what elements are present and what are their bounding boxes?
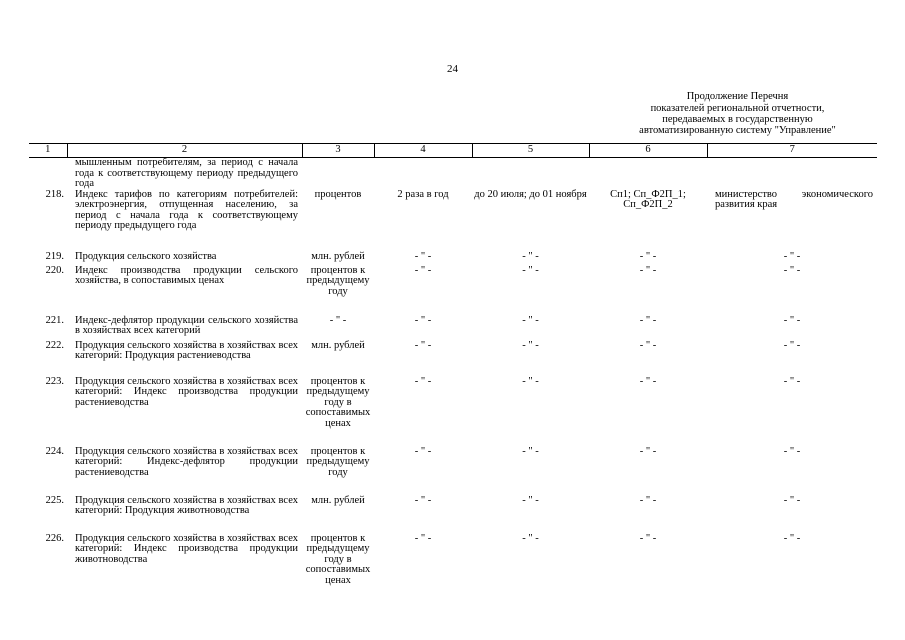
deadline: - " - <box>522 532 539 544</box>
row-number: 221. <box>45 314 64 326</box>
indicators-table <box>29 143 877 586</box>
column-header: 6 <box>589 144 707 158</box>
row-number <box>29 158 67 190</box>
document-heading <box>600 91 875 136</box>
row-number: 220. <box>45 264 64 276</box>
periodicity: - " - <box>414 375 432 387</box>
responsible-body: министерство экономического развития края <box>715 188 873 210</box>
deadline: - " - <box>522 339 539 351</box>
deadline: - " - <box>522 264 539 276</box>
row-number: 219. <box>45 250 64 262</box>
report-form: - " - <box>639 375 657 387</box>
unit-of-measure: процентов <box>314 188 362 200</box>
responsible-body: - " - <box>783 494 801 506</box>
periodicity: - " - <box>414 250 432 262</box>
column-header: 4 <box>374 144 472 158</box>
responsible-body: - " - <box>783 339 801 351</box>
indicator-name: Продукция сельского хозяйства в хозяйствах всех категорий: Индекс-дефлятор продукции растениеводства <box>75 445 298 478</box>
unit-of-measure: млн. рублей <box>311 494 365 506</box>
indicator-name: Индекс-дефлятор продукции сельского хозяйства в хозяйствах всех категорий <box>75 314 298 336</box>
row-number: 226. <box>45 532 64 544</box>
heading-line: автоматизированную систему "Управление" <box>639 125 836 136</box>
column-header: 1 <box>29 144 67 158</box>
table-row <box>29 316 877 341</box>
indicator-name: Индекс производства продукции сельского хозяйства, в сопоставимых ценах <box>75 264 298 286</box>
deadline: до 20 июля; до 01 ноября <box>474 188 587 200</box>
unit-of-measure: процентов к предыдущему году <box>306 445 370 478</box>
table-row <box>29 252 877 266</box>
periodicity: - " - <box>414 264 432 276</box>
report-form: - " - <box>639 314 657 326</box>
periodicity: 2 раза в год <box>397 188 449 200</box>
column-header: 7 <box>707 144 877 158</box>
table-row <box>29 266 877 316</box>
responsible-body: - " - <box>783 250 801 262</box>
page-number: 24 <box>447 63 458 75</box>
report-form: Сп1; Сп_Ф2П_1; Сп_Ф2П_2 <box>610 188 686 210</box>
responsible-body: - " - <box>783 445 801 457</box>
periodicity: - " - <box>414 339 432 351</box>
table-row <box>29 377 877 447</box>
unit-of-measure: млн. рублей <box>311 250 365 262</box>
indicator-name: Индекс тарифов по категориям потребителей: электроэнергия, отпущенная населению, за период с начала года к соответствующему периоду предыдущего года <box>75 188 298 231</box>
table-row <box>29 496 877 534</box>
responsible-body: - " - <box>783 375 801 387</box>
indicator-name: Продукция сельского хозяйства в хозяйствах всех категорий: Индекс производства продукции растениеводства <box>75 375 298 408</box>
periodicity: - " - <box>414 445 432 457</box>
table-row <box>29 447 877 496</box>
row-number: 222. <box>45 339 64 351</box>
table-row <box>29 534 877 587</box>
report-form: - " - <box>639 445 657 457</box>
report-form: - " - <box>639 339 657 351</box>
deadline: - " - <box>522 445 539 457</box>
deadline: - " - <box>522 494 539 506</box>
periodicity: - " - <box>414 314 432 326</box>
report-form: - " - <box>639 494 657 506</box>
deadline: - " - <box>522 250 539 262</box>
report-form: - " - <box>639 264 657 276</box>
unit-of-measure: млн. рублей <box>311 339 365 351</box>
deadline: - " - <box>522 314 539 326</box>
unit-of-measure: - " - <box>329 314 347 326</box>
responsible-body: - " - <box>783 314 801 326</box>
report-form: - " - <box>639 250 657 262</box>
periodicity: - " - <box>414 494 432 506</box>
column-header: 5 <box>472 144 589 158</box>
unit-of-measure: процентов к предыдущему году в сопоставимых ценах <box>305 532 371 586</box>
unit-of-measure: процентов к предыдущему году <box>306 264 370 297</box>
row-number: 223. <box>45 375 64 387</box>
continuation-row <box>29 158 877 190</box>
column-header: 2 <box>67 144 302 158</box>
column-number-row <box>29 144 877 158</box>
report-form: - " - <box>639 532 657 544</box>
indicator-name: Продукция сельского хозяйства в хозяйствах всех категорий: Индекс производства продукции животноводства <box>75 532 298 565</box>
table-row <box>29 341 877 377</box>
unit-of-measure: процентов к предыдущему году в сопоставимых ценах <box>305 375 371 429</box>
indicator-name: мышленным потребителям, за период с начала года к соответствующему периоду предыдущего года <box>75 157 298 189</box>
periodicity: - " - <box>414 532 432 544</box>
heading-line: показателей региональной отчетности, <box>650 103 825 114</box>
responsible-body: - " - <box>783 532 801 544</box>
row-number: 225. <box>45 494 64 506</box>
indicator-name: Продукция сельского хозяйства в хозяйствах всех категорий: Продукция растениеводства <box>75 339 298 361</box>
deadline: - " - <box>522 375 539 387</box>
row-number: 224. <box>45 445 64 457</box>
heading-title: Продолжение Перечня <box>686 91 789 102</box>
indicator-name: Продукция сельского хозяйства в хозяйствах всех категорий: Продукция животноводства <box>75 494 298 516</box>
heading-line: передаваемых в государственную <box>662 114 813 125</box>
row-number: 218. <box>45 188 64 200</box>
indicator-name: Продукция сельского хозяйства <box>75 250 217 262</box>
column-header: 3 <box>302 144 374 158</box>
responsible-body: - " - <box>783 264 801 276</box>
table-row <box>29 190 877 252</box>
